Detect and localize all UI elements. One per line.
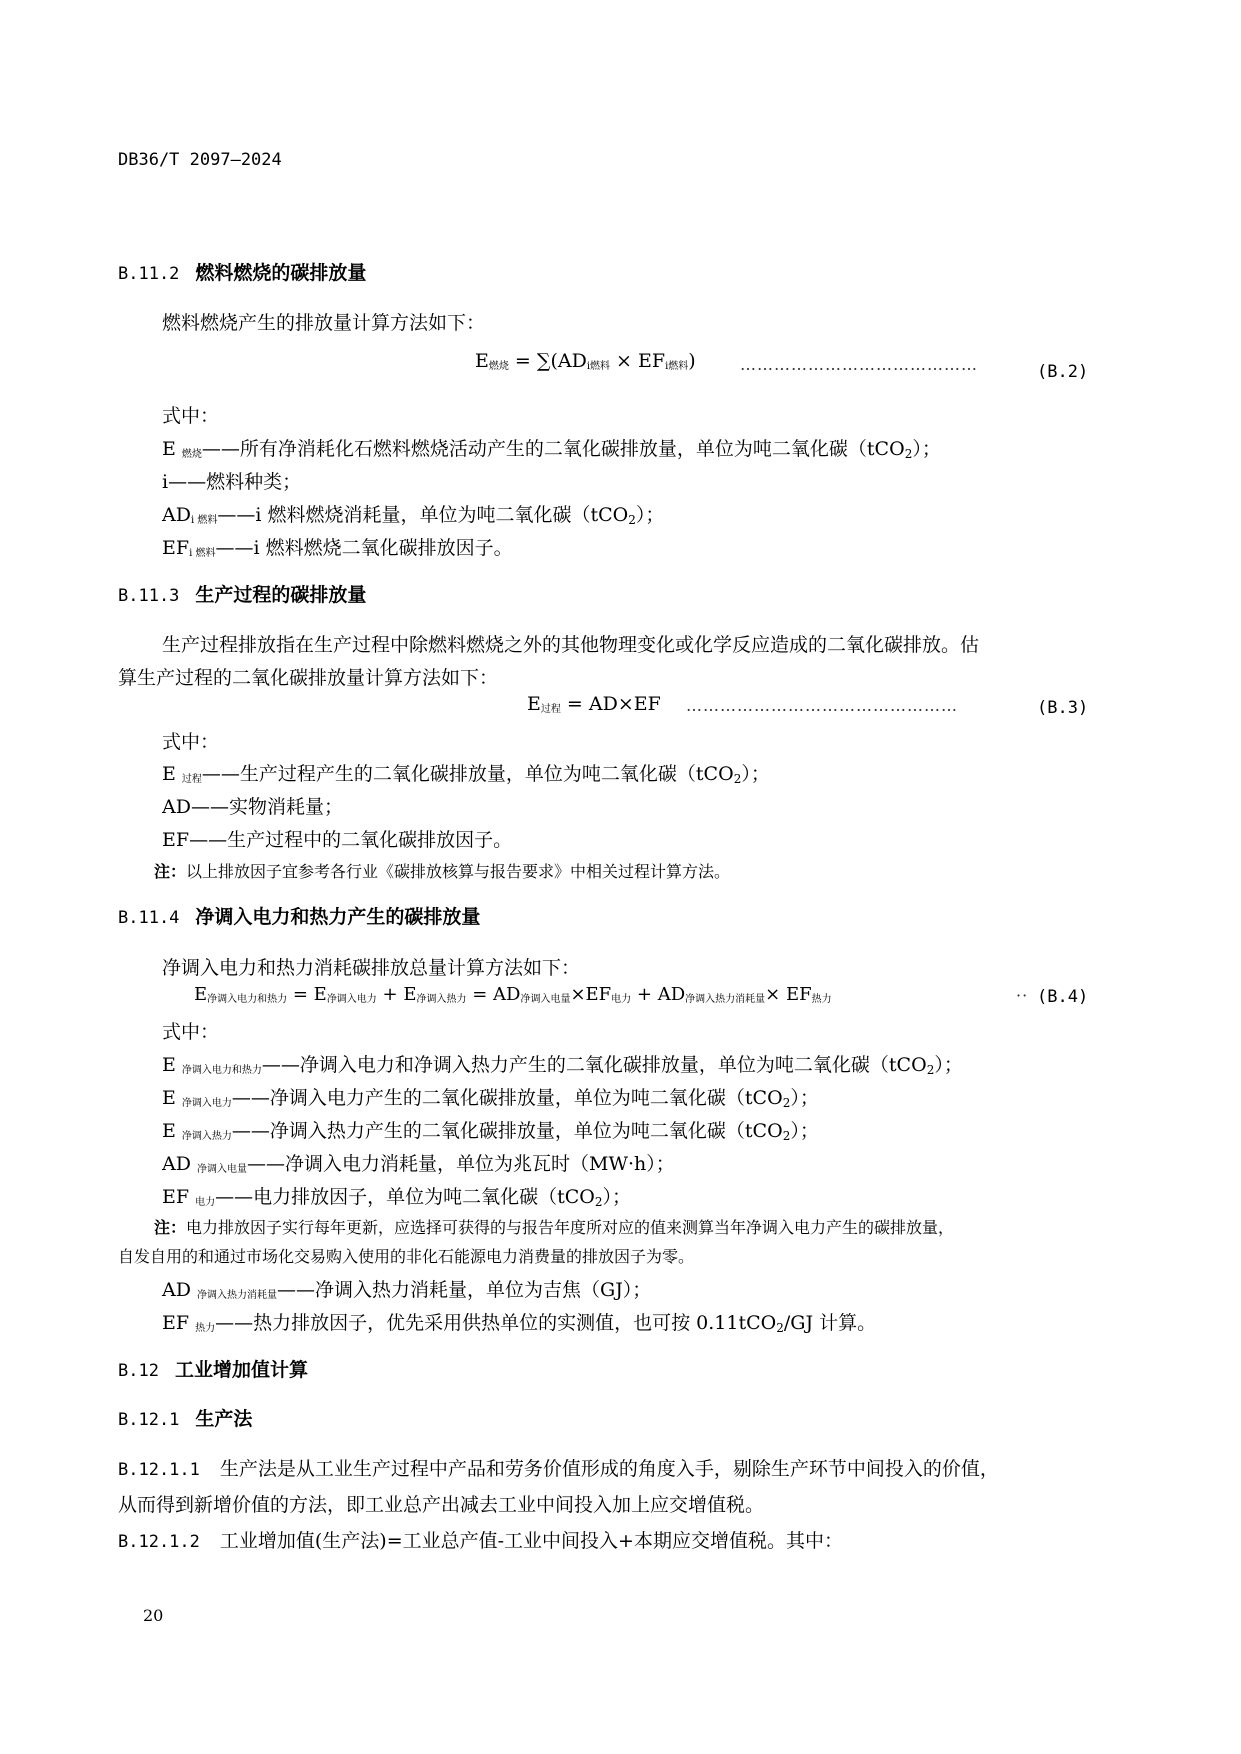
section-title: 生产过程的碳排放量 (195, 584, 367, 606)
definition-line: E $_{净调入热力}$——净调入热力产生的二氧化碳排放量，单位为吨二氧化碳（tCO$_2$）； (162, 1120, 819, 1143)
definition-line: EF $_{电力}$——电力排放因子，单位为吨二氧化碳（tCO$_2$）； (162, 1186, 632, 1209)
definition-line: EF——生产过程中的二氧化碳排放因子。 (162, 829, 513, 851)
section-number: B.12.1 (118, 1410, 180, 1430)
note: 注：以上排放因子宜参考各行业《碳排放核算与报告要求》中相关过程计算方法。 (154, 862, 731, 881)
section-number: B.11.4 (118, 908, 180, 928)
equation-b4: $E_{净调入电力和热力} = E_{净调入电力} + E_{净调入热力} = AD_{净调入电量}\times EF_{电力} + AD_{净调入热力消耗量}\times EF_{热力}$ (194, 984, 832, 1005)
definition-line: AD $_{净调入电量}$——净调入电力消耗量，单位为兆瓦时（MW·h）； (162, 1153, 675, 1175)
heading-b11-3 (118, 580, 366, 607)
section-number: B.12 (118, 1361, 159, 1381)
definition-line: E $_{净调入电力和热力}$——净调入电力和净调入热力产生的二氧化碳排放量，单位为吨二氧化碳（tCO$_2$）； (162, 1054, 963, 1077)
heading-b12 (118, 1355, 308, 1382)
definition-line: E $_{燃烧}$——所有净消耗化石燃料燃烧活动产生的二氧化碳排放量，单位为吨二氧化碳（tCO$_2$）； (162, 438, 941, 461)
paragraph: 算生产过程的二氧化碳排放量计算方法如下： (118, 667, 499, 689)
equation-number: (B.4) (1037, 987, 1089, 1007)
equation-leader: ·· (1016, 986, 1029, 1005)
definition-line: AD——实物消耗量； (162, 796, 343, 818)
equation-number: (B.2) (1037, 362, 1089, 382)
definition-line: E $_{净调入电力}$——净调入电力产生的二氧化碳排放量，单位为吨二氧化碳（tCO$_2$）； (162, 1087, 819, 1110)
note: 注：电力排放因子实行每年更新，应选择可获得的与报告年度所对应的值来测算当年净调入电力产生的碳排放量， (154, 1218, 955, 1237)
definition-line: AD $_{净调入热力消耗量}$——净调入热力消耗量，单位为吉焦（GJ）； (162, 1279, 652, 1301)
definition-line: EF $_{热力}$——热力排放因子，优先采用供热单位的实测值，也可按 0.11tCO$_2$/GJ 计算。 (162, 1312, 877, 1335)
page-number: 20 (143, 1606, 164, 1625)
definition-line: $AD_{i 燃料}——i$ 燃料燃烧消耗量，单位为吨二氧化碳（tCO$_2$）； (162, 504, 665, 527)
paragraph: 从而得到新增价值的方法，即工业总产出减去工业中间投入加上应交增值税。 (118, 1494, 765, 1516)
where-label: 式中： (162, 405, 220, 427)
equation-b3: $E_{过程} = AD\times EF$ (527, 693, 661, 715)
where-label: 式中： (162, 731, 220, 753)
heading-b12-1 (118, 1404, 252, 1431)
section-number: B.11.3 (118, 586, 180, 606)
section-title: 燃料燃烧的碳排放量 (195, 262, 367, 284)
definition-line: i——燃料种类； (162, 471, 302, 493)
document-code: DB36/T 2097—2024 (118, 150, 282, 170)
heading-b11-4 (118, 902, 480, 929)
paragraph: 燃料燃烧产生的排放量计算方法如下： (162, 312, 486, 334)
note-continuation: 自发自用的和通过市场化交易购入使用的非化石能源电力消费量的排放因子为零。 (118, 1247, 695, 1266)
paragraph: 净调入电力和热力消耗碳排放总量计算方法如下： (162, 957, 581, 979)
equation-leader: …………………………………… (740, 355, 978, 374)
heading-b11-2 (118, 258, 366, 285)
definition-line: E $_{过程}$——生产过程产生的二氧化碳排放量，单位为吨二氧化碳（tCO$_2$）； (162, 763, 770, 786)
equation-number: (B.3) (1037, 698, 1089, 718)
equation-leader: ………………………………………… (686, 696, 958, 715)
clause-b12-1-2: B.12.1.2 工业增加值(生产法)=工业总产值-工业中间投入+本期应交增值税。其中： (118, 1530, 843, 1552)
clause-b12-1-1: B.12.1.1 生产法是从工业生产过程中产品和劳务价值形成的角度入手，剔除生产环节中间投入的价值， (118, 1458, 999, 1480)
paragraph: 生产过程排放指在生产过程中除燃料燃烧之外的其他物理变化或化学反应造成的二氧化碳排放。估 (162, 634, 980, 656)
definition-line: $EF_{i 燃料}——i$ 燃料燃烧二氧化碳排放因子。 (162, 537, 513, 559)
section-number: B.11.2 (118, 264, 180, 284)
section-title: 生产法 (195, 1408, 253, 1430)
equation-b2: $E_{燃烧} = \sum(AD_{i燃料} \times EF_{i燃料})$ (475, 350, 696, 372)
where-label: 式中： (162, 1021, 220, 1043)
section-title: 净调入电力和热力产生的碳排放量 (195, 906, 481, 928)
section-title: 工业增加值计算 (174, 1359, 308, 1381)
